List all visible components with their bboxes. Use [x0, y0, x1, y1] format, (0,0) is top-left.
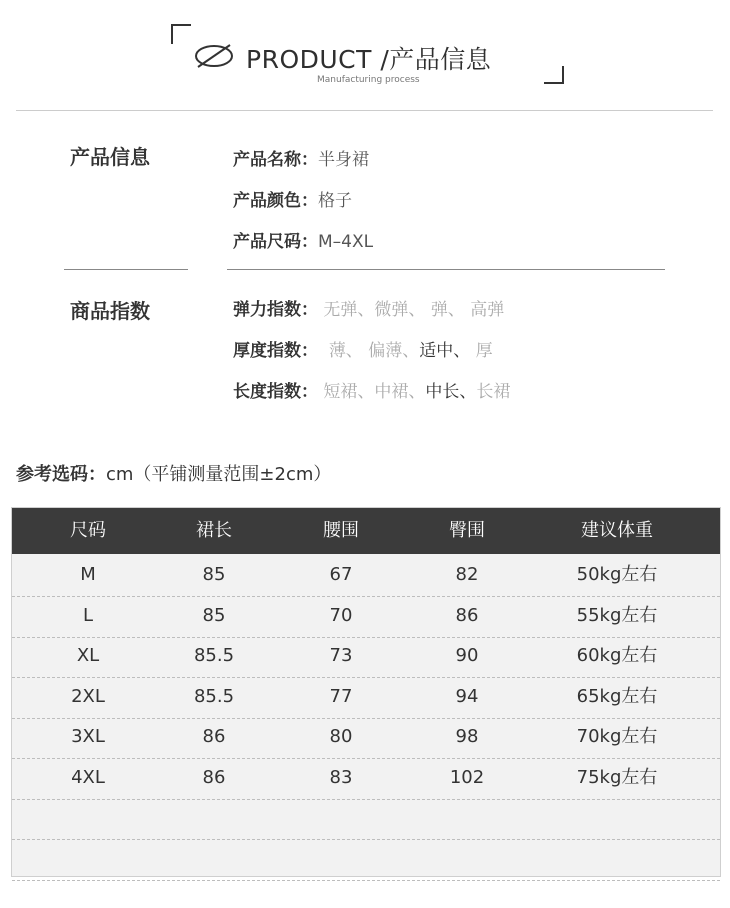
- table-cell: 60kg左右: [576, 645, 658, 666]
- length-option: 长裙: [476, 382, 511, 402]
- table-row: [12, 717, 720, 759]
- table-cell: L: [82, 604, 94, 626]
- elasticity-option: 弹、: [430, 300, 465, 320]
- table-header: [12, 508, 720, 554]
- ring-slash-icon: [190, 43, 238, 69]
- table-cell: 86: [455, 604, 479, 626]
- section-divider-right: [227, 269, 665, 270]
- table-cell: 4XL: [71, 766, 105, 788]
- table-cell: 94: [455, 685, 479, 707]
- table-row: [12, 798, 720, 840]
- product-color-label: 产品颜色：: [233, 191, 318, 211]
- product-color-row: [233, 186, 352, 211]
- column-header-size: 尺码: [70, 520, 106, 541]
- thickness-option-selected: 适中、: [419, 341, 471, 361]
- thickness-option: 偏薄、: [368, 341, 420, 361]
- product-name-value: 半身裙: [318, 150, 369, 170]
- size-table: [11, 507, 721, 877]
- table-cell: 67: [329, 564, 353, 585]
- table-cell: 77: [329, 685, 353, 707]
- elasticity-option: 无弹、: [323, 300, 375, 320]
- column-header-hip: 臀围: [449, 520, 485, 541]
- table-cell: 70kg左右: [576, 726, 658, 747]
- size-reference-caption: [16, 460, 331, 486]
- table-cell: M: [80, 564, 96, 585]
- product-info-title: 产品信息: [70, 145, 150, 169]
- table-cell: 102: [449, 766, 485, 788]
- table-cell: 65kg左右: [576, 685, 658, 707]
- table-row: [12, 677, 720, 719]
- table-row: [12, 636, 720, 678]
- table-cell: 85.5: [193, 685, 235, 707]
- length-option: 短裙、: [323, 382, 375, 402]
- length-option: 中裙、: [374, 382, 426, 402]
- column-header-length: 裙长: [196, 520, 232, 541]
- size-reference-label: 参考选码：: [16, 464, 106, 485]
- table-row: [12, 758, 720, 800]
- table-cell: 83: [329, 766, 353, 788]
- table-cell: 86: [202, 766, 226, 788]
- table-cell: 70: [329, 604, 353, 626]
- table-cell: 98: [455, 726, 479, 747]
- column-header-weight: 建议体重: [581, 520, 653, 541]
- thickness-option: 厚: [475, 341, 493, 361]
- table-cell: 85: [202, 564, 226, 585]
- product-color-value: 格子: [318, 191, 352, 211]
- table-row: [12, 555, 720, 597]
- elasticity-option: 微弹、: [374, 300, 426, 320]
- table-row: [12, 839, 720, 881]
- length-label: 长度指数：: [233, 382, 318, 402]
- length-row: [233, 377, 510, 402]
- table-cell: 50kg左右: [576, 564, 658, 585]
- section-divider-left: [64, 269, 188, 270]
- table-cell: 82: [455, 564, 479, 585]
- elasticity-option: 高弹: [470, 300, 505, 320]
- table-row: [12, 596, 720, 638]
- corner-bracket-bottom-right: [544, 66, 564, 84]
- index-info-title: 商品指数: [70, 299, 150, 323]
- product-size-row: [233, 227, 373, 252]
- product-size-label: 产品尺码：: [233, 232, 318, 252]
- table-cell: 86: [202, 726, 226, 747]
- table-cell: 80: [329, 726, 353, 747]
- table-cell: 2XL: [71, 685, 105, 707]
- table-cell: XL: [76, 645, 100, 666]
- elasticity-label: 弹力指数：: [233, 300, 318, 320]
- column-header-waist: 腰围: [323, 520, 359, 541]
- thickness-label: 厚度指数：: [233, 341, 318, 361]
- size-reference-note: cm（平铺测量范围±2cm）: [106, 464, 332, 485]
- length-option-selected: 中长、: [425, 382, 477, 402]
- table-cell: 55kg左右: [576, 604, 658, 626]
- header-subtitle: Manufacturing process: [317, 75, 420, 85]
- product-name-label: 产品名称：: [233, 150, 318, 170]
- table-cell: 85.5: [193, 645, 235, 666]
- table-cell: 85: [202, 604, 226, 626]
- product-name-row: [233, 145, 369, 170]
- corner-bracket-top-left: [171, 24, 191, 44]
- thickness-option: 薄、: [328, 341, 363, 361]
- table-cell: 75kg左右: [576, 766, 658, 788]
- thickness-row: [233, 336, 493, 361]
- table-cell: 90: [455, 645, 479, 666]
- table-cell: 3XL: [71, 726, 105, 747]
- elasticity-row: [233, 295, 504, 320]
- header-divider: [16, 110, 713, 111]
- product-size-value: M–4XL: [318, 232, 374, 252]
- table-cell: 73: [329, 645, 353, 666]
- header-title: PRODUCT /产品信息: [246, 45, 492, 74]
